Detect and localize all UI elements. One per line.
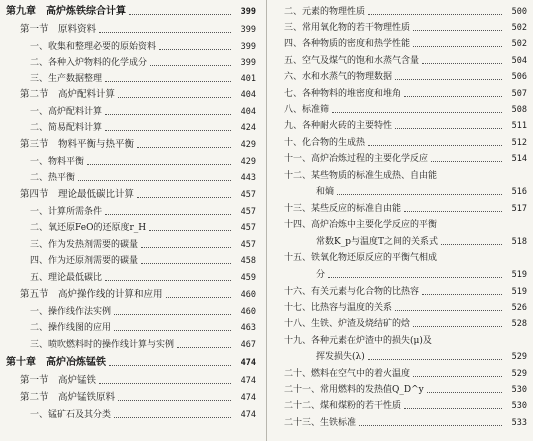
dot-leader <box>114 417 231 418</box>
toc-right-entry <box>284 71 527 83</box>
dot-leader <box>137 197 231 198</box>
toc-left-entry-title: 二、各种入炉物料的化学成分 <box>30 58 148 68</box>
toc-right-entry <box>284 22 527 34</box>
toc-right-entry <box>284 55 527 67</box>
toc-right-entry-title: 六、水和水蒸气的物理数据 <box>284 72 393 82</box>
toc-right-entry-page: 519 <box>511 270 527 280</box>
toc-left-entry-title: 一、计算所需条件 <box>30 207 103 217</box>
toc-right-entry-page: 504 <box>511 56 527 66</box>
toc-left-entry-title: 三、生产数据整理 <box>30 74 103 84</box>
toc-right-entry-page: 512 <box>511 138 527 148</box>
toc-left-entry-page: 404 <box>240 90 256 100</box>
dot-leader <box>337 194 502 195</box>
dot-leader <box>177 347 231 348</box>
toc-left-entry-page: 474 <box>240 358 256 368</box>
toc-left-entry-page: 424 <box>240 123 256 133</box>
toc-left-entry-page: 474 <box>240 376 256 386</box>
dot-leader <box>109 365 231 366</box>
toc-left-entry-title: 一、高炉配料计算 <box>30 107 103 117</box>
toc-left-entry <box>30 57 256 69</box>
toc-right-entry <box>284 88 527 100</box>
dot-leader <box>395 128 502 129</box>
toc-right-entry <box>316 269 527 281</box>
toc-left-entry-page: 457 <box>240 190 256 200</box>
toc-left-entry <box>30 272 256 284</box>
dot-leader <box>328 277 502 278</box>
toc-right-entry-page: 514 <box>511 154 527 164</box>
toc-left-entry-page: 460 <box>240 307 256 317</box>
toc-right-entry-page: 507 <box>511 89 527 99</box>
toc-right-entry-page: 508 <box>511 105 527 115</box>
toc-right-entry <box>284 104 527 116</box>
toc-right-entry <box>284 318 527 330</box>
toc-right-entry-page: 526 <box>511 303 527 313</box>
dot-leader <box>105 214 231 215</box>
toc-left-entry <box>30 73 256 85</box>
toc-right-entry-title: 和熵 <box>316 187 335 197</box>
toc-left-entry-page: 399 <box>240 25 256 35</box>
toc-right-entry-title: 十六、有关元素与化合物的比热容 <box>284 287 420 297</box>
toc-right-entry <box>284 252 527 264</box>
dot-leader <box>427 392 502 393</box>
toc-left-entry <box>30 255 256 267</box>
toc-left-entry <box>30 239 256 251</box>
toc-right-entry-page: 530 <box>511 385 527 395</box>
toc-left-entry <box>30 409 256 421</box>
toc-right-entry <box>284 302 527 314</box>
toc-left-entry-title: 第一节 高炉锰铁 <box>20 375 97 386</box>
toc-left-entry-page: 458 <box>240 256 256 266</box>
dot-leader <box>118 400 231 401</box>
toc-right-entry-title: 二十三、生铁标准 <box>284 418 357 428</box>
toc-left-entry <box>30 306 256 318</box>
toc-left-entry <box>6 6 256 18</box>
toc-right-entry <box>284 335 527 347</box>
toc-left-entry-page: 443 <box>240 173 256 183</box>
toc-left-entry-page: 457 <box>240 240 256 250</box>
toc-left-entry-title: 第二节 高炉锰铁原料 <box>20 392 116 403</box>
dot-leader <box>413 30 502 31</box>
dot-leader <box>159 49 231 50</box>
toc-left-entry-title: 二、操作线图的应用 <box>30 323 112 333</box>
dot-leader <box>368 14 502 15</box>
toc-right-entry-page: 530 <box>511 401 527 411</box>
toc-left-entry <box>20 189 256 201</box>
toc-left-entry <box>20 89 256 101</box>
toc-right-entry-title: 三、常用氧化物的若干物理性质 <box>284 23 411 33</box>
toc-left-entry <box>30 322 256 334</box>
toc-left-entry-title: 一、收集和整理必要的原始资料 <box>30 42 157 52</box>
toc-right-entry-title: 二十一、常用燃料的发热值Q_D^y <box>284 385 424 395</box>
toc-left-entry-title: 二、热平衡 <box>30 173 76 183</box>
toc-right-entry-title: 十九、各种元素在炉渣中的损失(μ)及 <box>284 336 432 346</box>
toc-right-entry-title: 九、各种耐火砖的主要特性 <box>284 121 393 131</box>
toc-right-entry-title: 十八、生铁、炉渣及烧结矿的焓 <box>284 319 411 329</box>
dot-leader <box>431 161 502 162</box>
toc-right-entry <box>284 6 527 18</box>
toc-right-entry-title: 二十、燃料在空气中的着火温度 <box>284 369 411 379</box>
dot-leader <box>114 314 231 315</box>
toc-right-entry-title: 十二、某些物质的标准生成热、自由能 <box>284 171 438 181</box>
toc-left-entry-title: 第四节 理论最低碳比计算 <box>20 189 135 200</box>
toc-right-entry-title: 十五、铁氧化物还原反应的平衡气相成 <box>284 253 438 263</box>
toc-right-entry-title: 十三、某些反应的标准自由能 <box>284 204 402 214</box>
toc-right-entry-title: 分 <box>316 270 326 280</box>
toc-right-entry-title: 挥发损失(λ) <box>316 352 365 362</box>
toc-left-entry-page: 399 <box>240 58 256 68</box>
toc-left-entry <box>30 172 256 184</box>
dot-leader <box>359 425 502 426</box>
dot-leader <box>114 330 231 331</box>
dot-leader <box>404 211 502 212</box>
toc-left-entry-title: 三、作为发热剂需要的碳量 <box>30 240 139 250</box>
toc-right-entry-page: 528 <box>511 319 527 329</box>
toc-left-entry <box>6 357 256 369</box>
dot-leader <box>105 130 231 131</box>
toc-left-entry-title: 第三节 物料平衡与热平衡 <box>20 139 135 150</box>
toc-left-entry-title: 三、喷吹燃料时的操作线计算与实例 <box>30 340 175 350</box>
toc-left-entry-page: 399 <box>240 42 256 52</box>
toc-left-entry-title: 一、锰矿石及其分类 <box>30 410 112 420</box>
column-divider <box>266 0 267 441</box>
toc-left-entry <box>20 392 256 404</box>
toc-right-entry-title: 十、化合物的生成热 <box>284 138 366 148</box>
dot-leader <box>137 147 231 148</box>
dot-leader <box>166 297 231 298</box>
toc-left-entry-page: 401 <box>240 74 256 84</box>
toc-right-entry <box>316 186 527 198</box>
dot-leader <box>395 310 502 311</box>
toc-right-entry-title: 二、元素的物理性质 <box>284 7 366 17</box>
dot-leader <box>105 81 231 82</box>
toc-right-entry-title: 七、各种物料的堆密度和堆角 <box>284 89 402 99</box>
toc-left-entry <box>20 289 256 301</box>
toc-left-entry-title: 第一节 原料资料 <box>20 24 97 35</box>
dot-leader <box>441 244 502 245</box>
toc-left-entry-title: 四、作为还原剂需要的碳量 <box>30 256 139 266</box>
toc-right-entry <box>284 170 527 182</box>
dot-leader <box>332 112 502 113</box>
toc-left-entry-page: 457 <box>240 207 256 217</box>
dot-leader <box>99 32 231 33</box>
toc-left-entry-title: 第九章 高炉炼铁综合计算 <box>6 6 126 17</box>
toc-right-entry-page: 529 <box>511 352 527 362</box>
dot-leader <box>78 180 231 181</box>
toc-right-entry <box>284 219 527 231</box>
toc-right-entry <box>284 400 527 412</box>
dot-leader <box>99 383 231 384</box>
dot-leader <box>150 65 231 66</box>
toc-right-entry-page: 502 <box>511 23 527 33</box>
toc-right-entry-page: 529 <box>511 369 527 379</box>
toc-left-entry-page: 459 <box>240 273 256 283</box>
toc-left-entry <box>20 375 256 387</box>
dot-leader <box>413 46 502 47</box>
toc-left-entry <box>20 24 256 36</box>
toc-left-entry-page: 460 <box>240 290 256 300</box>
dot-leader <box>395 79 502 80</box>
toc-left-entry <box>30 156 256 168</box>
toc-right-entry <box>284 203 527 215</box>
dot-leader <box>141 247 231 248</box>
toc-right-entry-page: 511 <box>511 121 527 131</box>
toc-right-entry <box>316 351 527 363</box>
toc-right-entry-title: 八、标准筛 <box>284 105 330 115</box>
toc-left-entry <box>30 339 256 351</box>
dot-leader <box>141 263 231 264</box>
toc-left-entry-title: 第五节 高炉操作线的计算和应用 <box>20 289 163 300</box>
toc-left-entry-page: 463 <box>240 323 256 333</box>
dot-leader <box>404 408 502 409</box>
toc-right-entry-page: 506 <box>511 72 527 82</box>
toc-right-entry-page: 516 <box>511 187 527 197</box>
dot-leader <box>118 97 231 98</box>
dot-leader <box>129 14 231 15</box>
toc-right-entry-title: 二十二、煤和煤粉的若干性质 <box>284 401 402 411</box>
toc-right-entry <box>284 286 527 298</box>
dot-leader <box>413 326 502 327</box>
toc-left-entry-title: 第二节 高炉配料计算 <box>20 89 116 100</box>
toc-right-entry-page: 502 <box>511 39 527 49</box>
toc-left-entry-page: 404 <box>240 107 256 117</box>
dot-leader <box>87 164 231 165</box>
toc-right-entry <box>316 236 527 248</box>
toc-right-entry-page: 500 <box>511 7 527 17</box>
toc-left-entry-title: 一、物料平衡 <box>30 157 85 167</box>
toc-right-entry <box>284 137 527 149</box>
toc-left-entry <box>30 106 256 118</box>
toc-left-entry-title: 二、简易配料计算 <box>30 123 103 133</box>
toc-right-entry <box>284 384 527 396</box>
toc-right-entry-title: 四、各种物质的密度和热学性能 <box>284 39 411 49</box>
toc-right-entry <box>284 153 527 165</box>
toc-left-entry <box>20 139 256 151</box>
toc-right-entry-page: 533 <box>511 418 527 428</box>
dot-leader <box>149 230 231 231</box>
toc-left-entry-page: 399 <box>240 7 256 17</box>
toc-right-entry <box>284 38 527 50</box>
toc-left-entry <box>30 41 256 53</box>
toc-right-entry <box>284 368 527 380</box>
toc-left-entry <box>30 122 256 134</box>
dot-leader <box>404 96 502 97</box>
dot-leader <box>422 294 502 295</box>
toc-right-entry-title: 十一、高炉冶炼过程的主要化学反应 <box>284 154 429 164</box>
dot-leader <box>105 114 231 115</box>
toc-right-entry-title: 十四、高炉冶炼中主要化学反应的平衡 <box>284 220 438 230</box>
toc-left-entry-page: 457 <box>240 223 256 233</box>
dot-leader <box>413 376 502 377</box>
toc-left-entry-page: 429 <box>240 157 256 167</box>
toc-right-entry-title: 常数K_p与温度T之间的关系式 <box>316 237 438 247</box>
toc-left-entry-title: 第十章 高炉冶炼锰铁 <box>6 357 106 368</box>
toc-right-entry-title: 十七、比热容与温度的关系 <box>284 303 393 313</box>
toc-left-entry-title: 一、操作线作法实例 <box>30 307 112 317</box>
toc-left-entry-page: 467 <box>240 340 256 350</box>
toc-left-entry <box>30 206 256 218</box>
toc-right-entry-page: 518 <box>511 237 527 247</box>
toc-left-entry <box>30 222 256 234</box>
dot-leader <box>368 359 502 360</box>
toc-left-entry-title: 二、氧还原FeO的还原度r_H <box>30 223 147 233</box>
toc-right-entry <box>284 120 527 132</box>
dot-leader <box>368 145 502 146</box>
toc-left-entry-page: 429 <box>240 140 256 150</box>
dot-leader <box>105 280 231 281</box>
toc-left-entry-title: 五、理论最低碳比 <box>30 273 103 283</box>
toc-left-entry-page: 474 <box>240 410 256 420</box>
dot-leader <box>422 63 502 64</box>
toc-right-entry <box>284 417 527 429</box>
toc-right-entry-title: 五、空气及煤气的饱和水蒸气含量 <box>284 56 420 66</box>
toc-left-entry-page: 474 <box>240 393 256 403</box>
toc-right-entry-page: 519 <box>511 287 527 297</box>
toc-right-entry-page: 517 <box>511 204 527 214</box>
